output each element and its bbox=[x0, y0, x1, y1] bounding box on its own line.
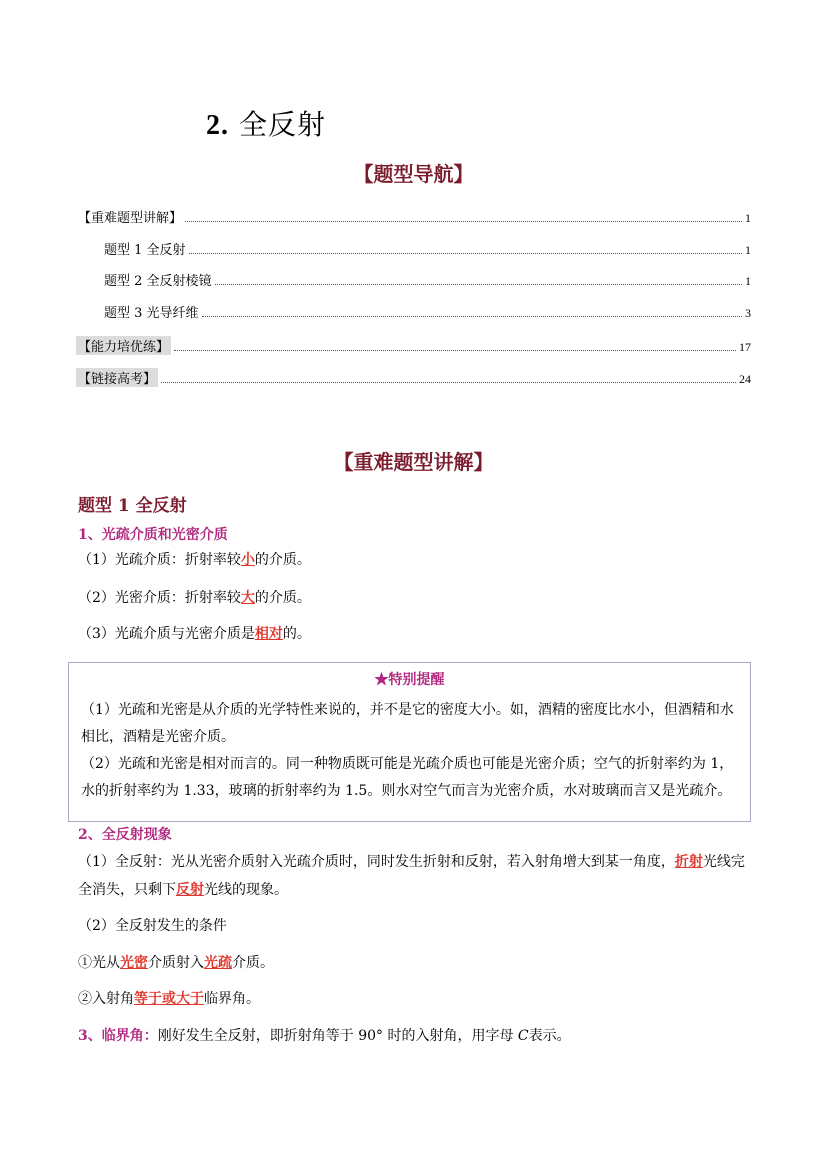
text: 的介质。 bbox=[254, 590, 311, 606]
paragraph-conditions: （2）全反射发生的条件 bbox=[78, 918, 227, 934]
type-heading: 题型 1 全反射 bbox=[78, 496, 187, 516]
toc-page: 1 bbox=[745, 243, 751, 257]
text: 的。 bbox=[282, 626, 311, 642]
section-heading: 【重难题型讲解】 bbox=[333, 450, 494, 474]
answer-highlight: 大 bbox=[240, 590, 255, 606]
sub-heading-3: 3、临界角： bbox=[78, 1028, 158, 1044]
special-reminder-box bbox=[68, 662, 751, 822]
text: 刚好发生全反射，即折射角等于 90° 时的入射角，用字母 bbox=[157, 1028, 518, 1044]
sub-heading-1: 1、光疏介质和光密介质 bbox=[78, 527, 228, 543]
toc-page: 17 bbox=[739, 340, 751, 354]
toc-page: 1 bbox=[745, 274, 751, 288]
answer-highlight: 小 bbox=[240, 552, 255, 568]
text: ①光从 bbox=[78, 955, 120, 971]
answer-highlight: 相对 bbox=[254, 626, 283, 642]
toc-page: 3 bbox=[745, 306, 751, 320]
text: 临界角。 bbox=[204, 991, 260, 1007]
reminder-title: ★特别提醒 bbox=[374, 672, 445, 688]
text: 光线的现象。 bbox=[204, 882, 288, 898]
toc-leader bbox=[185, 221, 742, 222]
title-number: 2. bbox=[206, 110, 229, 141]
toc-entry-ability[interactable] bbox=[76, 335, 751, 355]
toc-label: 题型 1 全反射 bbox=[104, 243, 186, 258]
text: 表示。 bbox=[528, 1028, 571, 1044]
toc-label: 【重难题型讲解】 bbox=[78, 211, 183, 226]
paragraph-total-reflection bbox=[78, 848, 751, 904]
text: 介质射入 bbox=[148, 955, 204, 971]
answer-highlight: 反射 bbox=[176, 882, 204, 898]
toc-entry-gaokao[interactable] bbox=[76, 367, 751, 387]
toc-label: 题型 2 全反射棱镜 bbox=[104, 274, 212, 289]
sub-heading-2: 2、全反射现象 bbox=[78, 827, 172, 843]
text: （3）光疏介质与光密介质是 bbox=[78, 626, 255, 642]
answer-highlight: 光密 bbox=[120, 955, 148, 971]
text: （2）光密介质：折射率较 bbox=[78, 590, 241, 606]
toc-label: 【链接高考】 bbox=[76, 368, 158, 387]
toc-page: 24 bbox=[739, 372, 751, 386]
toc-entry-key-types[interactable] bbox=[78, 206, 751, 226]
condition-2 bbox=[78, 985, 260, 1013]
text: （1）全反射：光从光密介质射入光疏介质时，同时发生折射和反射，若入射角增大到某一角度， bbox=[78, 854, 675, 870]
text: 介质。 bbox=[232, 955, 274, 971]
paragraph-critical-angle bbox=[78, 1022, 571, 1050]
paragraph-dense-medium bbox=[78, 584, 311, 612]
toc-label: 题型 3 光导纤维 bbox=[104, 306, 199, 321]
reminder-line-2: （2）光疏和光密是相对而言的。同一种物质既可能是光疏介质也可能是光密介质；空气的折射率约为 1，水的折射率约为 1.33，玻璃的折射率约为 1.5。则水对空气而言为光密介质，水对玻璃而言又是光疏介。 bbox=[81, 756, 734, 799]
toc-page: 1 bbox=[745, 211, 751, 225]
answer-highlight: 光疏 bbox=[204, 955, 232, 971]
toc-entry-type-3[interactable] bbox=[104, 301, 751, 321]
paragraph-sparse-medium bbox=[78, 546, 311, 574]
text: 光线完全消失，只剩下 bbox=[78, 854, 745, 898]
reminder-line-1: （1）光疏和光密是从介质的光学特性来说的，并不是它的密度大小。如，酒精的密度比水小，但酒精和水相比，酒精是光密介质。 bbox=[81, 702, 734, 745]
toc-label: 【能力培优练】 bbox=[76, 336, 171, 355]
toc-leader bbox=[202, 316, 742, 317]
document-title bbox=[206, 103, 326, 143]
answer-highlight: 等于或大于 bbox=[134, 991, 204, 1007]
toc-leader bbox=[174, 350, 736, 351]
nav-heading: 【题型导航】 bbox=[353, 162, 474, 186]
condition-1 bbox=[78, 949, 274, 977]
answer-highlight: 折射 bbox=[674, 854, 703, 870]
toc-entry-type-1[interactable] bbox=[104, 238, 751, 258]
text: ②入射角 bbox=[78, 991, 134, 1007]
reminder-body bbox=[81, 697, 738, 805]
text: 的介质。 bbox=[254, 552, 311, 568]
toc-entry-type-2[interactable] bbox=[104, 269, 751, 289]
symbol-c: C bbox=[517, 1028, 529, 1044]
title-text: 全反射 bbox=[239, 108, 327, 141]
paragraph-relative bbox=[78, 620, 311, 648]
text: （1）光疏介质：折射率较 bbox=[78, 552, 241, 568]
toc-leader bbox=[189, 253, 742, 254]
toc-leader bbox=[215, 284, 742, 285]
toc-leader bbox=[161, 382, 736, 383]
